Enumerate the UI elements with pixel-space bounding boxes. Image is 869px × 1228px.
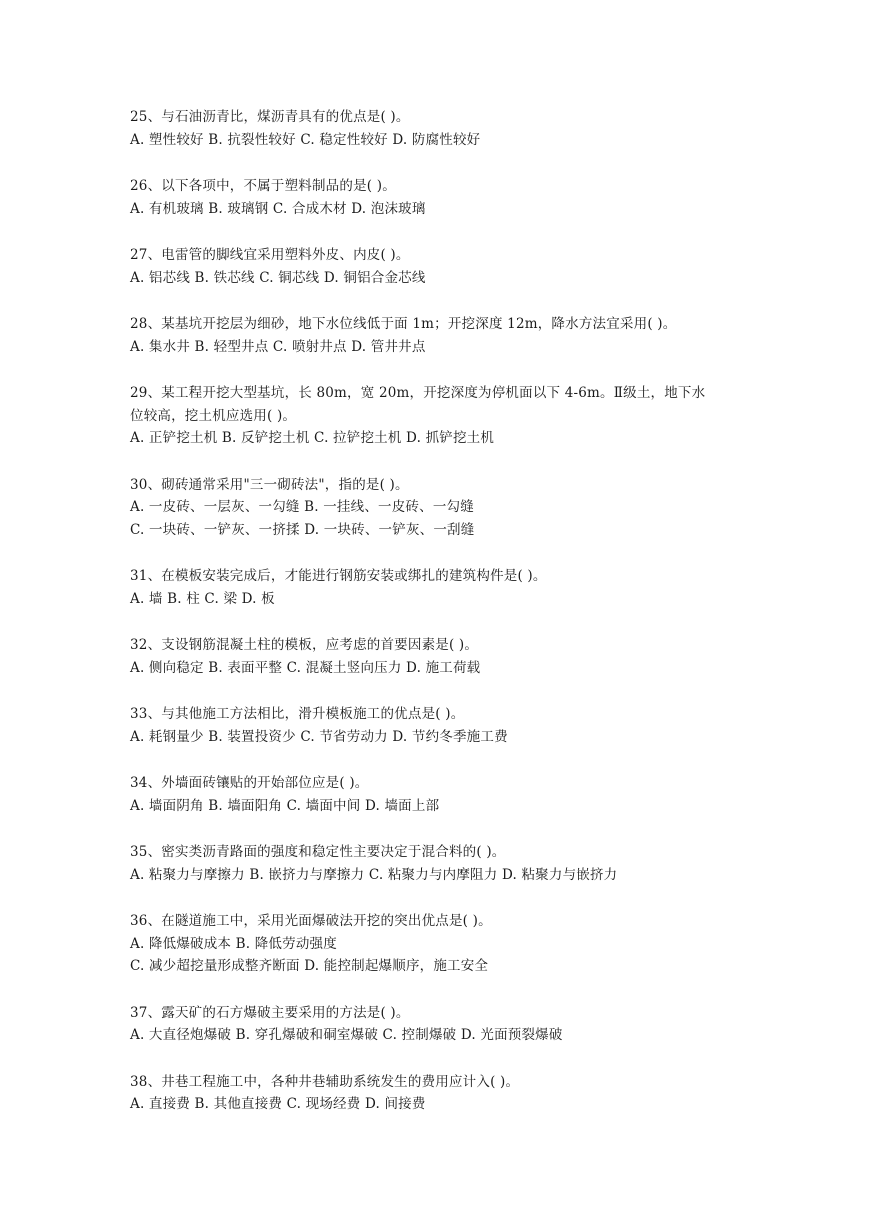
answer-options: A. 正铲挖土机 B. 反铲挖土机 C. 拉铲挖土机 D. 抓铲挖土机 xyxy=(130,430,495,446)
answer-options: A. 侧向稳定 B. 表面平整 C. 混凝土竖向压力 D. 施工荷载 xyxy=(130,659,481,676)
question-stem: 37、露天矿的石方爆破主要采用的方法是( )。 xyxy=(130,1004,410,1021)
question-stem: 32、支设钢筋混凝土柱的模板，应考虑的首要因素是( )。 xyxy=(130,637,479,653)
question-block xyxy=(130,565,750,610)
answer-options: A. 大直径炮爆破 B. 穿孔爆破和硐室爆破 C. 控制爆破 D. 光面预裂爆破 xyxy=(130,1027,563,1043)
answer-options: C. 减少超挖量形成整齐断面 D. 能控制起爆顺序，施工安全 xyxy=(130,958,489,974)
question-stem: 30、砌砖通常采用"三一砌砖法"，指的是( )。 xyxy=(130,476,409,493)
question-stem: 27、电雷管的脚线宜采用塑料外皮、内皮( )。 xyxy=(130,247,410,263)
answer-options: 位较高，挖土机应选用( )。 xyxy=(130,407,297,424)
question-stem: 26、以下各项中，不属于塑料制品的是( )。 xyxy=(130,178,396,194)
question-block xyxy=(130,841,750,886)
question-stem: 25、与石油沥青比，煤沥青具有的优点是( )。 xyxy=(130,109,410,125)
question-block xyxy=(130,703,750,748)
question-stem: 31、在模板安装完成后，才能进行钢筋安装或绑扎的建筑构件是( )。 xyxy=(130,568,547,584)
answer-options: A. 铝芯线 B. 铁芯线 C. 铜芯线 D. 铜铝合金芯线 xyxy=(130,269,426,286)
question-block xyxy=(130,313,750,358)
question-stem: 29、某工程开挖大型基坑，长 80m，宽 20m，开挖深度为停机面以下 4-6m。Ⅱ级土，地下水 xyxy=(130,385,706,401)
question-stem: 33、与其他施工方法相比，滑升模板施工的优点是( )。 xyxy=(130,706,465,722)
question-block xyxy=(130,244,750,289)
question-stem: 28、某基坑开挖层为细砂，地下水位线低于面 1m；开挖深度 12m，降水方法宜采用( )。 xyxy=(130,316,677,332)
answer-options: A. 塑性较好 B. 抗裂性较好 C. 稳定性较好 D. 防腐性较好 xyxy=(130,131,481,148)
question-block xyxy=(130,910,750,978)
question-block xyxy=(130,634,750,679)
question-block xyxy=(130,1071,750,1116)
answer-options: C. 一块砖、一铲灰、一挤揉 D. 一块砖、一铲灰、一刮缝 xyxy=(130,521,475,538)
question-block xyxy=(130,106,750,151)
answer-options: A. 墙 B. 柱 C. 梁 D. 板 xyxy=(130,590,275,607)
answer-options: A. 集水井 B. 轻型井点 C. 喷射井点 D. 管井井点 xyxy=(130,338,426,355)
question-stem: 38、井巷工程施工中，各种井巷辅助系统发生的费用应计入( )。 xyxy=(130,1073,520,1090)
answer-options: A. 耗钢量少 B. 装置投资少 C. 节省劳动力 D. 节约冬季施工费 xyxy=(130,728,508,745)
question-stem: 34、外墙面砖镶贴的开始部位应是( )。 xyxy=(130,775,369,791)
question-stem: 35、密实类沥青路面的强度和稳定性主要决定于混合料的( )。 xyxy=(130,844,506,860)
question-stem: 36、在隧道施工中，采用光面爆破法开挖的突出优点是( )。 xyxy=(130,913,492,929)
document-page xyxy=(130,106,750,1140)
question-block xyxy=(130,474,750,542)
answer-options: A. 墙面阴角 B. 墙面阳角 C. 墙面中间 D. 墙面上部 xyxy=(130,797,440,814)
question-block xyxy=(130,382,750,450)
answer-options: A. 直接费 B. 其他直接费 C. 现场经费 D. 间接费 xyxy=(130,1096,426,1112)
question-block xyxy=(130,175,750,220)
answer-options: A. 一皮砖、一层灰、一勾缝 B. 一挂线、一皮砖、一勾缝 xyxy=(130,499,474,515)
question-block xyxy=(130,772,750,817)
question-block xyxy=(130,1002,750,1047)
answer-options: A. 粘聚力与摩擦力 B. 嵌挤力与摩擦力 C. 粘聚力与内摩阻力 D. 粘聚力与嵌挤力 xyxy=(130,866,618,883)
answer-options: A. 降低爆破成本 B. 降低劳动强度 xyxy=(130,935,337,952)
answer-options: A. 有机玻璃 B. 玻璃钢 C. 合成木材 D. 泡沫玻璃 xyxy=(130,200,426,217)
